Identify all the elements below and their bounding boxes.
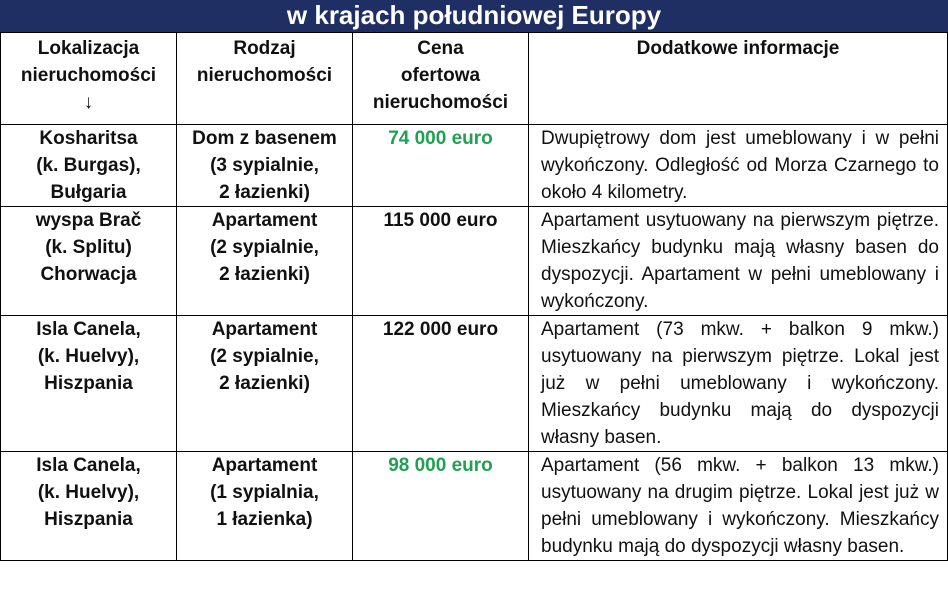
header-location	[1, 33, 177, 125]
location-name: Isla Canela,	[36, 455, 141, 476]
price-cell: 74 000 euro	[353, 125, 529, 207]
location-near: (k. Burgas),	[36, 155, 141, 176]
type-bathrooms: 2 łazienki)	[219, 373, 310, 394]
header-price-line2: ofertowa	[400, 65, 481, 86]
type-name: Apartament	[211, 455, 318, 476]
info-cell: Dwupiętrowy dom jest umeblowany i w pełni wykończony. Odległość od Morza Czarnego to około 4 kilometry.	[529, 125, 948, 207]
type-name: Dom z basenem	[192, 128, 337, 149]
price-cell: 122 000 euro	[353, 316, 529, 452]
header-type-line1: Rodzaj	[233, 38, 296, 59]
location-country: Chorwacja	[40, 264, 137, 285]
location-country: Bułgaria	[50, 182, 127, 203]
price-cell: 115 000 euro	[353, 207, 529, 316]
type-cell	[177, 316, 353, 452]
table-row	[1, 207, 948, 316]
table-row	[1, 125, 948, 207]
type-bedrooms: (2 sypialnie,	[210, 346, 319, 367]
header-type	[177, 33, 353, 125]
location-near: (k. Splitu)	[45, 237, 132, 258]
location-country: Hiszpania	[44, 373, 133, 394]
location-cell	[1, 125, 177, 207]
location-country: Hiszpania	[44, 509, 133, 530]
location-cell	[1, 207, 177, 316]
info-cell: Apartament (73 mkw. + balkon 9 mkw.) usytuowany na pierwszym piętrze. Lokal jest już w pełni umeblowany i wykończony. Mieszkańcy budynku mają do dyspozycji własny basen.	[529, 316, 948, 452]
type-bathrooms: 1 łazienka)	[216, 509, 313, 530]
arrow-down-icon: ↓	[83, 92, 94, 113]
header-location-line2: nieruchomości	[20, 65, 157, 86]
location-near: (k. Huelvy),	[37, 482, 140, 503]
type-bedrooms: (1 sypialnia,	[210, 482, 319, 503]
type-bathrooms: 2 łazienki)	[219, 182, 310, 203]
type-cell	[177, 207, 353, 316]
info-cell: Apartament (56 mkw. + balkon 13 mkw.) usytuowany na drugim piętrze. Lokal jest już w pełni umeblowany i wykończony. Mieszkańcy budynku mają do dyspozycji własny basen.	[529, 452, 948, 561]
location-name: wyspa Brač	[35, 210, 142, 231]
type-name: Apartament	[211, 319, 318, 340]
header-price-line3: nieruchomości	[372, 92, 509, 113]
table-header-row	[1, 33, 948, 125]
location-name: Kosharitsa	[39, 128, 138, 149]
type-bedrooms: (2 sypialnie,	[210, 237, 319, 258]
type-bedrooms: (3 sypialnie,	[210, 155, 319, 176]
type-cell	[177, 452, 353, 561]
location-name: Isla Canela,	[36, 319, 141, 340]
location-cell	[1, 452, 177, 561]
header-price	[353, 33, 529, 125]
location-near: (k. Huelvy),	[37, 346, 140, 367]
location-cell	[1, 316, 177, 452]
table-row	[1, 452, 948, 561]
type-bathrooms: 2 łazienki)	[219, 264, 310, 285]
property-table	[0, 32, 948, 561]
price-cell: 98 000 euro	[353, 452, 529, 561]
info-cell: Apartament usytuowany na pierwszym piętrze. Mieszkańcy budynku mają własny basen do dyspozycji. Apartament w pełni umeblowany i wykończony.	[529, 207, 948, 316]
header-type-line2: nieruchomości	[196, 65, 333, 86]
header-price-line1: Cena	[417, 38, 464, 59]
table-row	[1, 316, 948, 452]
type-name: Apartament	[211, 210, 318, 231]
header-location-line1: Lokalizacja	[37, 38, 140, 59]
page-title: w krajach południowej Europy	[0, 0, 948, 32]
type-cell	[177, 125, 353, 207]
header-info: Dodatkowe informacje	[529, 33, 948, 125]
